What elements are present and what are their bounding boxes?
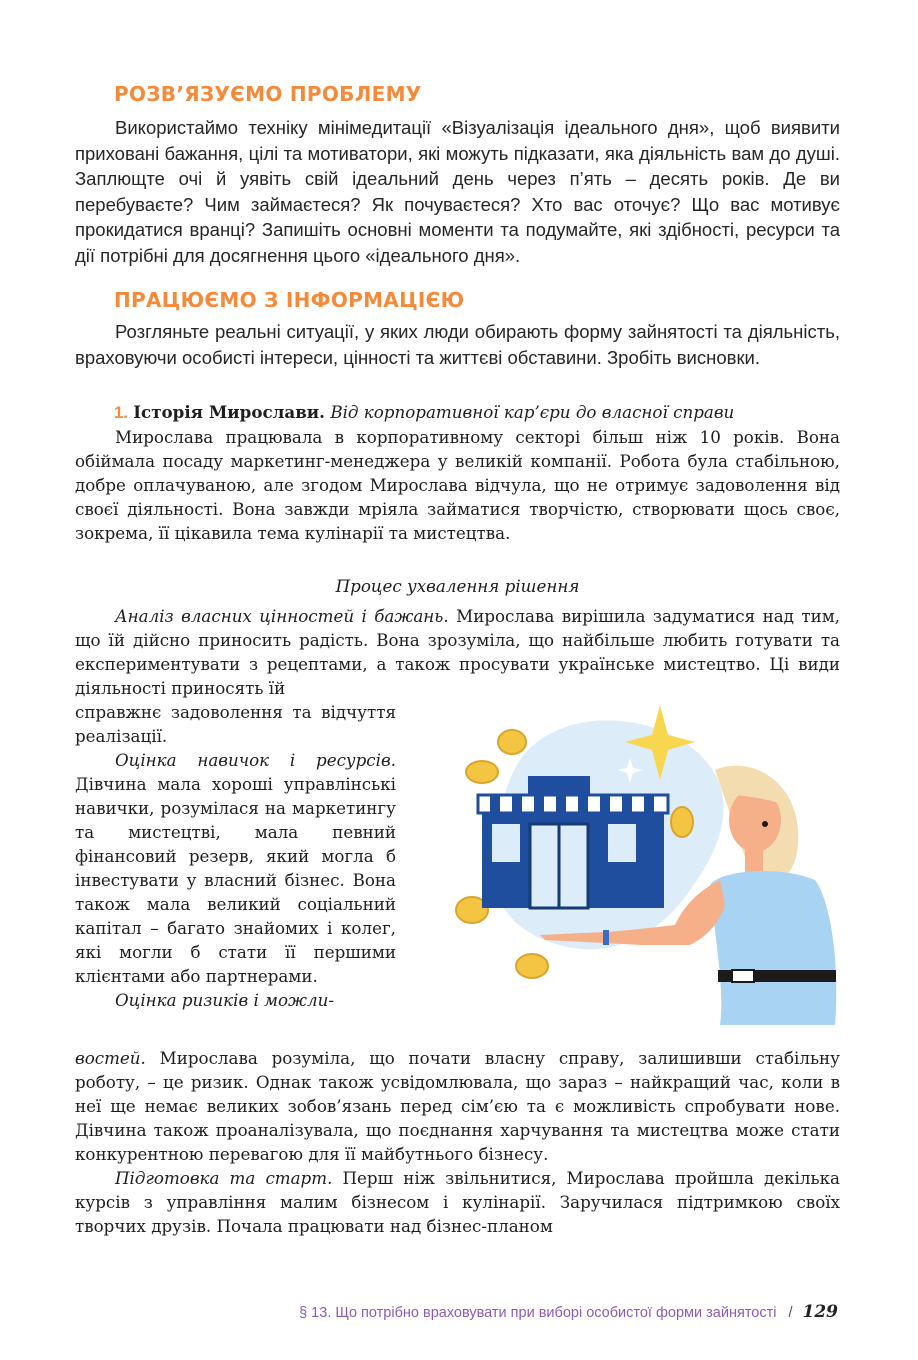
meditation-paragraph: Використаймо техніку мінімедитації «Візуалізація ідеального дня», щоб виявити приховані бажання, цілі та мотиватори, які можуть підказати, яка діяльність вам до душі. Заплющте очі й уявіть свій ідеальний день через п’ять – десять років. Де ви перебуваєте? Чим займаєтеся? Як почуваєтеся? Хто вас оточує? Що вас мотивує прокидатися вранці? Запишіть основні моменти та подумайте, які здібності, ресурси та дії потрібні для досягнення цього «ідеального дня». — [75, 117, 840, 266]
page-number: 129 — [802, 1302, 838, 1322]
story-intro-block — [75, 425, 840, 545]
prep-label: Підготовка та старт. — [115, 1168, 333, 1188]
shop-woman-illustration — [420, 700, 840, 1025]
risk-text: Мирослава розуміла, що почати власну справу, залишивши стабільну роботу, – це ризик. Однак також усвідомлювала, що зараз – найкращий час, коли в неї ще немає великих зобов’язань перед сім’єю та є можливість спробувати нове. Дівчина також проаналізувала, що поєднання харчування та мистецтва може стати конкурентною перевагою для її майбутнього бізнесу. — [75, 1048, 840, 1164]
narrow-column — [75, 700, 396, 1012]
story-subtitle: Від корпоративної кар’єри до власної справи — [330, 402, 735, 422]
section-heading-solve-problem: РОЗВ’ЯЗУЄМО ПРОБЛЕМУ — [114, 82, 422, 106]
skills-label: Оцінка навичок і ресурсів. — [115, 750, 396, 770]
footer-separator: / — [788, 1305, 793, 1321]
footer-section-title: § 13. Що потрібно враховувати при виборі особистої форми зайнятості — [299, 1305, 777, 1321]
analysis-text: Мирослава вирішила задуматися над тим, що їй дійсно приносить радість. Вона зрозуміла, що найбільше любить готувати та експериментувати з рецептами, а також просувати українське мистецтво. Ці види діяльності приносять їй — [75, 606, 840, 698]
story-title — [114, 400, 734, 425]
story-intro: Мирослава працювала в корпоративному секторі більш ніж 10 років. Вона обіймала посаду маркетинг-менеджера у великій компанії. Робота була стабільною, добре оплачуваною, але згодом Мирослава відчула, що не отримує задоволення від своєї діяльності. Вона завжди мріяла займатися творчістю, створювати щось своє, зокрема, її цікавила тема кулінарії та мистецтва. — [75, 427, 840, 543]
section-heading-work-with-info: ПРАЦЮЄМО З ІНФОРМАЦІЄЮ — [114, 288, 465, 312]
analysis-block — [75, 604, 840, 700]
shop-icon — [478, 776, 668, 908]
analysis-tail: справжнє задоволення та відчуття реалізації. — [75, 702, 396, 746]
page-footer — [299, 1302, 838, 1322]
skills-text: Дівчина мала хороші управлінські навички, розумілася на маркетингу та мистецтві, мала певний фінансовий резерв, який могла б інвестувати у власний бізнес. Вона також мала великий соціальний капітал – багато знайомих і колег, які могли б стати її першими клієнтами або партнерами. — [75, 774, 396, 986]
analysis-label: Аналіз власних цінностей і бажань. — [115, 606, 449, 626]
situations-paragraph: Розгляньте реальні ситуації, у яких люди обирають форму зайнятості та діяльність, враховуючи особисті інтереси, цінності та життєві обставини. Зробіть висновки. — [75, 321, 840, 368]
risk-block — [75, 1046, 840, 1238]
story-name: Історія Мирослави. — [133, 402, 325, 422]
section-2-text — [75, 319, 840, 370]
story-number: 1. — [114, 403, 128, 422]
process-heading: Процес ухвалення рішення — [335, 576, 580, 596]
risk-label-end: востей. — [75, 1048, 146, 1068]
risk-label-start: Оцінка ризиків і можли- — [115, 990, 334, 1010]
section-1-text — [75, 115, 840, 268]
prep-text: Перш ніж звільнитися, Мирослава пройшла декілька курсів з управління малим бізнесом і кулінарії. Заручилася підтримкою своїх творчих друзів. Почала працювати над бізнес-планом — [75, 1168, 840, 1236]
